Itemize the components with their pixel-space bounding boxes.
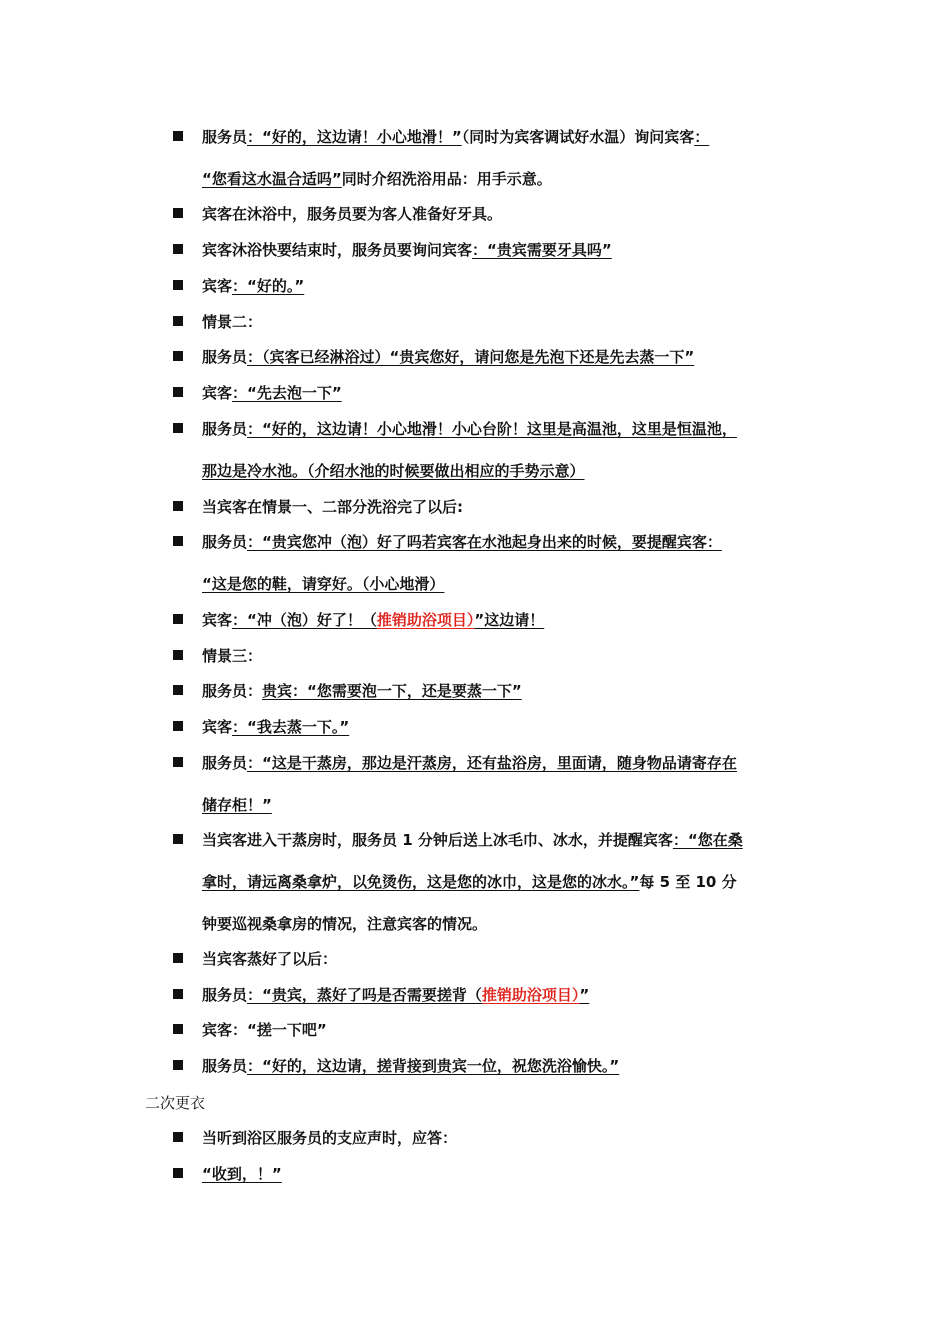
text-segment: 服务员 [202, 128, 248, 146]
text-segment: 宾客沐浴快要结束时，服务员要询问宾客 [202, 241, 473, 259]
text-segment: 当听到浴区服务员的支应声时，应答： [202, 1129, 458, 1147]
text-segment: ：“先去泡一下” [232, 384, 342, 402]
square-bullet-icon [173, 131, 183, 141]
text-segment: ：“好的，这边请！小心地滑！” [247, 128, 462, 146]
text-segment: 当宾客蒸好了以后： [202, 950, 338, 968]
text-segment: 二次更衣 [145, 1094, 206, 1112]
text-segment: （同时为宾客调试好水温）询问宾客 [461, 128, 695, 146]
text-segment: ” [579, 986, 590, 1004]
text-segment: 贵宾：“您需要泡一下，还是要蒸一下” [262, 682, 522, 700]
square-bullet-icon [173, 1132, 183, 1142]
text-segment: 拿时，请远离桑拿炉，以免烫伤，这是您的冰巾，这是您的冰水。” [202, 873, 640, 891]
square-bullet-icon [173, 351, 183, 361]
text-segment: 情景二： [202, 313, 263, 331]
square-bullet-icon [173, 989, 183, 999]
square-bullet-icon [173, 501, 183, 511]
text-segment: 服务员 [202, 533, 248, 551]
text-segment: ”这边请！ [474, 611, 545, 629]
text-segment: ：（宾客已经淋浴过）“贵宾您好，请问您是先泡下还是先去蒸一下” [247, 348, 695, 366]
text-segment: “您看这水温合适吗” [202, 170, 342, 188]
text-segment: 服务员 [202, 420, 248, 438]
square-bullet-icon [173, 757, 183, 767]
text-segment: 宾客 [202, 718, 233, 736]
text-segment: 钟要巡视桑拿房的情况，注意宾客的情况。 [202, 915, 488, 933]
text-segment: 服务员 [202, 348, 248, 366]
item-text [202, 408, 812, 450]
square-bullet-icon [173, 953, 183, 963]
highlight-text: 推销助浴项目） [481, 986, 580, 1004]
text-segment: ：“我去蒸一下。” [232, 718, 350, 736]
text-segment: 同时介绍洗浴用品：用手示意。 [341, 170, 552, 188]
square-bullet-icon [173, 1060, 183, 1070]
text-segment: 情景三： [202, 647, 263, 665]
text-segment: 宾客在沐浴中，服务员要为客人准备好牙具。 [202, 205, 503, 223]
text-segment: 当宾客在情景一、二部分洗浴完了以后: [202, 498, 464, 516]
text-segment: ：“贵宾，蒸好了吗是否需要搓背（ [247, 986, 482, 1004]
text-segment: ：“贵宾需要牙具吗” [472, 241, 612, 259]
section-heading [145, 1093, 205, 1113]
text-segment: 服务员 [202, 754, 248, 772]
square-bullet-icon [173, 1168, 183, 1178]
text-segment: 宾客：“搓一下吧” [202, 1021, 327, 1039]
square-bullet-icon [173, 536, 183, 546]
square-bullet-icon [173, 721, 183, 731]
text-segment: ：“贵宾您冲（泡）好了吗若宾客在水池起身出来的时候，要提醒宾客： [247, 533, 722, 551]
item-text [202, 521, 812, 563]
text-segment: ： [694, 128, 710, 146]
item-text [202, 742, 812, 784]
text-segment: 服务员 [202, 1057, 248, 1075]
square-bullet-icon [173, 650, 183, 660]
text-segment: 每 5 至 10 分 [639, 873, 737, 891]
text-segment: “这是您的鞋，请穿好。（小心地滑） [202, 575, 445, 593]
text-segment: ：“冲（泡）好了！（ [232, 611, 377, 629]
item-text [202, 116, 812, 158]
square-bullet-icon [173, 208, 183, 218]
item-text [202, 819, 812, 861]
square-bullet-icon [173, 387, 183, 397]
text-segment: ：“好的，这边请！小心地滑！小心台阶！这里是高温池，这里是恒温池， [247, 420, 737, 438]
text-segment: 储存柜！” [202, 796, 272, 814]
text-segment: 宾客 [202, 277, 233, 295]
text-segment: 那边是冷水池。（介绍水池的时候要做出相应的手势示意） [202, 462, 585, 480]
text-segment: 服务员： [202, 682, 263, 700]
square-bullet-icon [173, 244, 183, 254]
item-text [202, 1045, 812, 1087]
highlight-text: 推销助浴项目） [376, 611, 475, 629]
square-bullet-icon [173, 685, 183, 695]
text-segment: ：“好的。” [232, 277, 305, 295]
square-bullet-icon [173, 423, 183, 433]
square-bullet-icon [173, 280, 183, 290]
square-bullet-icon [173, 834, 183, 844]
text-segment: 当宾客进入干蒸房时，服务员 1 分钟后送上冰毛巾、冰水，并提醒宾客 [202, 831, 673, 849]
text-segment: ：“好的，这边请，搓背接到贵宾一位，祝您洗浴愉快。” [247, 1057, 620, 1075]
item-text [202, 861, 812, 903]
text-segment: 宾客 [202, 611, 233, 629]
text-segment: 服务员 [202, 986, 248, 1004]
square-bullet-icon [173, 316, 183, 326]
text-segment: ：“这是干蒸房，那边是汗蒸房，还有盐浴房，里面请，随身物品请寄存在 [247, 754, 737, 772]
text-segment: ：“您在桑 [672, 831, 743, 849]
square-bullet-icon [173, 614, 183, 624]
text-segment: “收到，！” [202, 1165, 282, 1183]
text-segment: 宾客 [202, 384, 233, 402]
square-bullet-icon [173, 1024, 183, 1034]
item-text [202, 1153, 812, 1195]
